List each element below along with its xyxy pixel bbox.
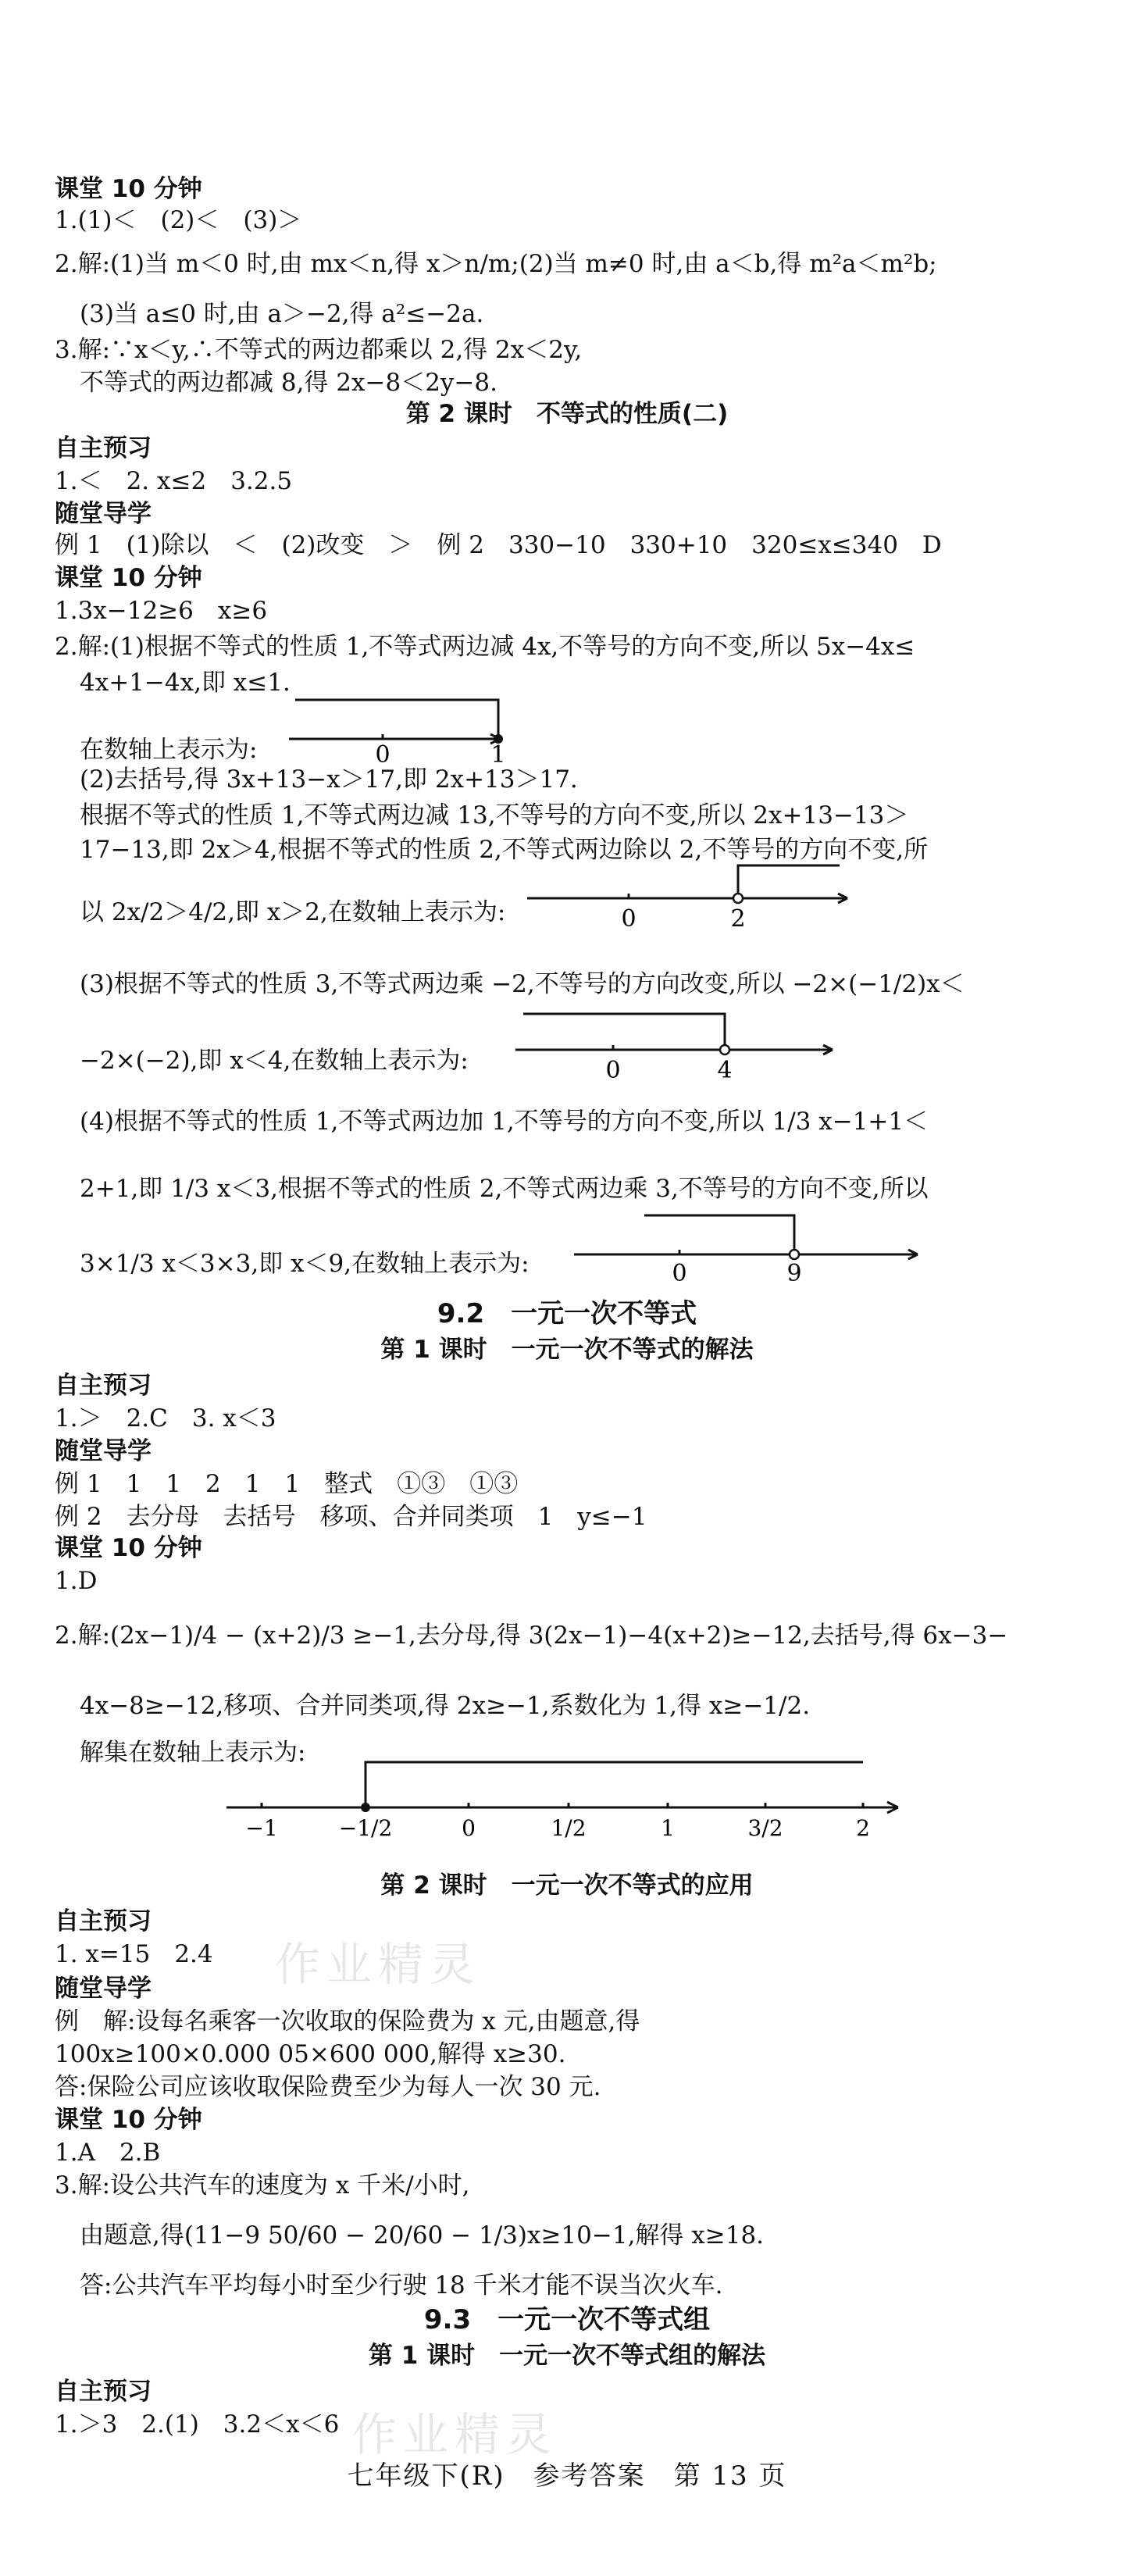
answer-line: 2.解:(1)根据不等式的性质 1,不等式两边减 4x,不等号的方向不变,所以 5x−4x≤ — [55, 633, 915, 661]
tick-label: 0 — [672, 1260, 687, 1286]
section-heading: 自主预习 — [55, 1372, 152, 1400]
section-heading: 随堂导学 — [55, 1437, 152, 1465]
answer-line: 以 2x/2＞4/2,即 x＞2,在数轴上表示为: — [80, 898, 506, 926]
answer-line: (3)根据不等式的性质 3,不等式两边乘 −2,不等号的方向改变,所以 −2×(−1/2)x＜ — [80, 970, 965, 998]
section-heading: 随堂导学 — [55, 500, 152, 528]
answer-line: 1.3x−12≥6 x≥6 — [55, 597, 268, 625]
answer-line: 答:保险公司应该收取保险费至少为每人一次 30 元. — [55, 2073, 601, 2101]
number-line — [226, 1753, 929, 1862]
section-heading: 随堂导学 — [55, 1975, 152, 2003]
lesson-title: 第 1 课时 一元一次不等式组的解法 — [368, 2342, 766, 2370]
tick-label: 2 — [730, 905, 746, 933]
tick-label: −1/2 — [338, 1815, 393, 1841]
answer-line: 1.＜ 2. x≤2 3.2.5 — [55, 467, 293, 495]
answer-line: 2.解:(1)当 m＜0 时,由 mx＜n,得 x＞n/m;(2)当 m≠0 时,由 a＜b,得 m²a＜m²b; — [55, 250, 937, 278]
section-heading: 课堂 10 分钟 — [55, 564, 202, 592]
section-heading: 自主预习 — [55, 434, 152, 462]
answer-line: 4x−8≥−12,移项、合并同类项,得 2x≥−1,系数化为 1,得 x≥−1/2. — [80, 1692, 811, 1720]
tick-label: 1 — [490, 741, 506, 765]
answer-line: 在数轴上表示为: — [80, 736, 258, 764]
answer-line: 不等式的两边都减 8,得 2x−8＜2y−8. — [80, 369, 497, 397]
answer-line: (4)根据不等式的性质 1,不等式两边加 1,不等号的方向不变,所以 1/3 x−1+1＜ — [80, 1108, 929, 1136]
tick-label: 0 — [375, 741, 390, 765]
number-line — [515, 998, 843, 1084]
answer-line: 例 2 去分母 去括号 移项、合并同类项 1 y≤−1 — [55, 1503, 647, 1531]
open-point — [790, 1250, 799, 1259]
lesson-title: 第 2 课时 一元一次不等式的应用 — [380, 1871, 754, 1900]
open-point — [720, 1045, 729, 1054]
page-footer: 七年级下(R) 参考答案 第 13 页 — [347, 2460, 787, 2492]
section-title: 9.3 一元一次不等式组 — [423, 2304, 711, 2335]
solution-ray — [295, 700, 498, 739]
answer-line: 2.解:(2x−1)/4 − (x+2)/3 ≥−1,去分母,得 3(2x−1)−4(x+2)≥−12,去括号,得 6x−3− — [55, 1622, 1008, 1650]
section-heading: 课堂 10 分钟 — [55, 175, 202, 203]
tick-label: 3/2 — [747, 1815, 783, 1841]
answer-line: 2+1,即 1/3 x＜3,根据不等式的性质 2,不等式两边乘 3,不等号的方向不变,所以 — [80, 1175, 929, 1203]
answer-line: 例 1 1 1 2 1 1 整式 ①③ ①③ — [55, 1470, 519, 1498]
lesson-title: 第 2 课时 不等式的性质(二) — [405, 400, 729, 428]
number-line — [289, 687, 523, 765]
answer-line: 例 解:设每名乘客一次收取的保险费为 x 元,由题意,得 — [55, 2007, 640, 2035]
lesson-title: 第 1 课时 一元一次不等式的解法 — [380, 1336, 754, 1364]
answer-line: 例 1 (1)除以 ＜ (2)改变 ＞ 例 2 330−10 330+10 320≤x≤340 D — [55, 531, 942, 559]
section-heading: 自主预习 — [55, 1907, 152, 1936]
solution-ray — [644, 1215, 794, 1254]
section-title: 9.2 一元一次不等式 — [437, 1298, 697, 1329]
answer-line: 由题意,得(11−9 50/60 − 20/60 − 1/3)x≥10−1,解得 x≥18. — [80, 2221, 765, 2250]
solution-ray — [738, 865, 840, 898]
answer-line: (3)当 a≤0 时,由 a＞−2,得 a²≤−2a. — [80, 300, 484, 328]
watermark: 作业精灵 — [275, 1938, 482, 1991]
number-line — [527, 858, 855, 936]
solution-ray — [366, 1762, 863, 1807]
tick-label: 0 — [462, 1815, 476, 1841]
answer-line: 3.解:∵x＜y,∴不等式的两边都乘以 2,得 2x＜2y, — [55, 336, 583, 364]
tick-label: 0 — [605, 1057, 621, 1084]
section-heading: 课堂 10 分钟 — [55, 1534, 202, 1562]
tick-label: 1/2 — [551, 1815, 587, 1841]
answer-line: 3×1/3 x＜3×3,即 x＜9,在数轴上表示为: — [80, 1250, 530, 1278]
answer-line: 1.A 2.B — [55, 2139, 161, 2167]
answer-line: 1.＞ 2.C 3. x＜3 — [55, 1404, 276, 1432]
section-heading: 课堂 10 分钟 — [55, 2106, 202, 2134]
watermark: 作业精灵 — [351, 2408, 558, 2461]
tick-label: 4 — [717, 1057, 733, 1084]
tick-label: 1 — [661, 1815, 675, 1841]
tick-label: 9 — [786, 1260, 802, 1286]
answer-line: 1.D — [55, 1567, 98, 1595]
tick-label: 0 — [621, 905, 637, 933]
answer-line: (2)去括号,得 3x+13−x＞17,即 2x+13＞17. — [80, 765, 578, 794]
solution-ray — [523, 1014, 725, 1050]
number-line — [574, 1200, 925, 1286]
answer-line: 根据不等式的性质 1,不等式两边减 13,不等号的方向不变,所以 2x+13−13＞ — [80, 801, 909, 830]
answer-line: 3.解:设公共汽车的速度为 x 千米/小时, — [55, 2171, 470, 2200]
open-point — [733, 894, 743, 903]
answer-line: 答:公共汽车平均每小时至少行驶 18 千米才能不误当次火车. — [80, 2271, 723, 2299]
answer-line: 100x≥100×0.000 05×600 000,解得 x≥30. — [55, 2040, 566, 2068]
section-heading: 自主预习 — [55, 2378, 152, 2406]
answer-line: 1.(1)＜ (2)＜ (3)＞ — [55, 206, 302, 234]
answer-line: 解集在数轴上表示为: — [80, 1739, 306, 1767]
answer-line: −2×(−2),即 x＜4,在数轴上表示为: — [80, 1047, 469, 1075]
tick-label: 2 — [856, 1815, 870, 1841]
answer-line: 1. x=15 2.4 — [55, 1940, 213, 1968]
closed-point — [361, 1803, 370, 1812]
answer-line: 1.＞3 2.(1) 3.2＜x＜6 — [55, 2410, 340, 2439]
tick-label: −1 — [245, 1815, 278, 1841]
answer-line: 4x+1−4x,即 x≤1. — [80, 669, 291, 697]
answer-line: 17−13,即 2x＞4,根据不等式的性质 2,不等式两边除以 2,不等号的方向不变,所 — [80, 836, 929, 864]
